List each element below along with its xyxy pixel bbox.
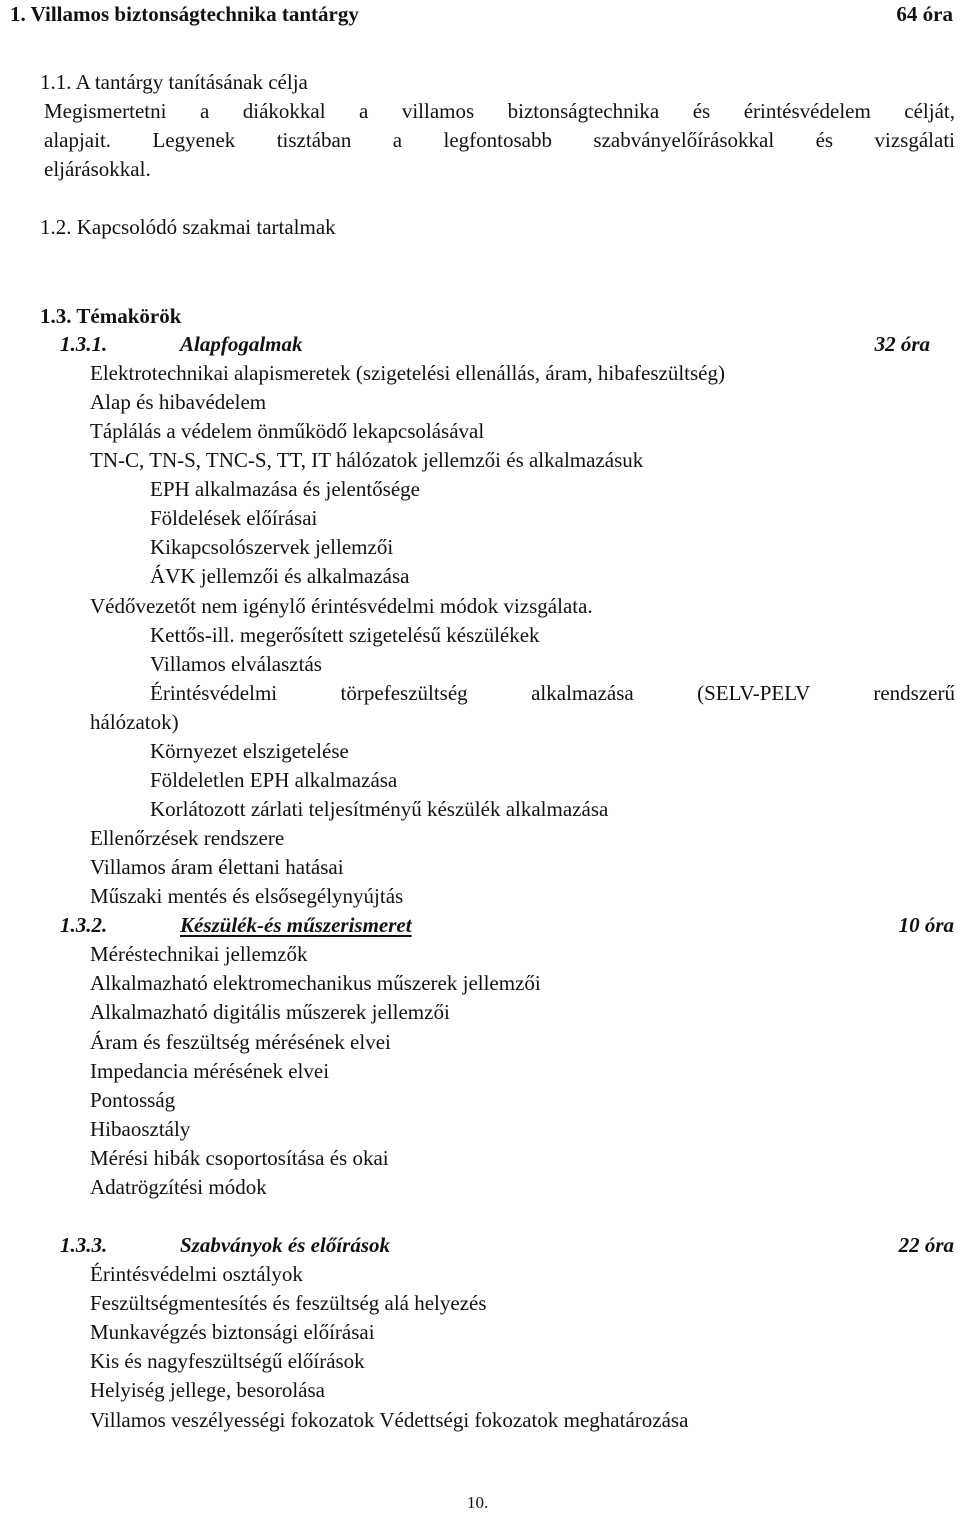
topic-item: Áram és feszültség mérésének elvei bbox=[90, 1030, 391, 1054]
topic-item: Impedancia mérésének elvei bbox=[90, 1059, 330, 1083]
topic-hours: 10 óra bbox=[898, 913, 954, 937]
goal-text-line: eljárásokkal. bbox=[44, 157, 151, 181]
goal-text-line: alapjait. Legyenek tisztában a legfontosabb szabványelőírásokkal és vizsgálati bbox=[44, 128, 955, 152]
topic-hours: 22 óra bbox=[898, 1233, 954, 1257]
page-number: 10. bbox=[467, 1493, 489, 1512]
topic-item: Alap és hibavédelem bbox=[90, 390, 267, 414]
topic-item: Elektrotechnikai alapismeretek (szigetelési ellenállás, áram, hibafeszültség) bbox=[90, 361, 725, 385]
topic-item: EPH alkalmazása és jelentősége bbox=[150, 477, 420, 501]
topic-item: Kikapcsolószervek jellemzői bbox=[150, 535, 394, 559]
topic-item: Alkalmazható elektromechanikus műszerek jellemzői bbox=[90, 971, 541, 995]
topic-title: Készülék-és műszerismeret bbox=[180, 913, 412, 937]
topic-item: Kis és nagyfeszültségű előírások bbox=[90, 1349, 365, 1373]
topic-item: TN-C, TN-S, TNC-S, TT, IT hálózatok jellemzői és alkalmazásuk bbox=[90, 448, 644, 472]
topic-number: 1.3.2. bbox=[60, 913, 108, 937]
goal-heading: 1.1. A tantárgy tanításának célja bbox=[40, 70, 308, 94]
related-heading: 1.2. Kapcsolódó szakmai tartalmak bbox=[40, 215, 336, 239]
topic-item: hálózatok) bbox=[90, 710, 179, 734]
topic-item: Földelések előírásai bbox=[150, 506, 318, 530]
topic-item: ÁVK jellemzői és alkalmazása bbox=[150, 564, 410, 588]
topic-item: Helyiség jellege, besorolása bbox=[90, 1378, 325, 1402]
topic-item: Környezet elszigetelése bbox=[150, 739, 349, 763]
topic-item: Hibaosztály bbox=[90, 1117, 191, 1141]
topic-item: Villamos veszélyességi fokozatok Védettségi fokozatok meghatározása bbox=[90, 1408, 689, 1432]
topic-hours: 32 óra bbox=[874, 332, 930, 356]
topic-item: Adatrögzítési módok bbox=[90, 1175, 267, 1199]
goal-text-line: Megismertetni a diákokkal a villamos biztonságtechnika és érintésvédelem célját, bbox=[44, 99, 955, 123]
topic-item: Érintésvédelmi osztályok bbox=[90, 1262, 303, 1286]
section-hours: 64 óra bbox=[896, 2, 953, 26]
topic-item: Mérési hibák csoportosítása és okai bbox=[90, 1146, 389, 1170]
topics-heading: 1.3. Témakörök bbox=[40, 304, 182, 328]
topic-number: 1.3.1. bbox=[60, 332, 108, 356]
topic-item: Műszaki mentés és elsősegélynyújtás bbox=[90, 884, 404, 908]
topic-title: Szabványok és előírások bbox=[180, 1233, 390, 1257]
topic-item: Védővezetőt nem igénylő érintésvédelmi módok vizsgálata. bbox=[90, 594, 593, 618]
topic-item: Méréstechnikai jellemzők bbox=[90, 942, 308, 966]
topic-item: Kettős-ill. megerősített szigetelésű készülékek bbox=[150, 623, 540, 647]
section-title: 1. Villamos biztonságtechnika tantárgy bbox=[10, 2, 359, 26]
topic-item: Munkavégzés biztonsági előírásai bbox=[90, 1320, 375, 1344]
topic-title: Alapfogalmak bbox=[180, 332, 303, 356]
topic-item: Alkalmazható digitális műszerek jellemzői bbox=[90, 1000, 450, 1024]
topic-item: Táplálás a védelem önműködő lekapcsolásával bbox=[90, 419, 485, 443]
topic-item: Ellenőrzések rendszere bbox=[90, 826, 285, 850]
topic-number: 1.3.3. bbox=[60, 1233, 108, 1257]
topic-item: Korlátozott zárlati teljesítményű készülék alkalmazása bbox=[150, 797, 609, 821]
topic-item: Villamos elválasztás bbox=[150, 652, 322, 676]
topic-item: Érintésvédelmi törpefeszültség alkalmazása (SELV-PELV rendszerű bbox=[150, 681, 955, 705]
topic-item: Földeletlen EPH alkalmazása bbox=[150, 768, 398, 792]
topic-item: Feszültségmentesítés és feszültség alá helyezés bbox=[90, 1291, 487, 1315]
topic-item: Villamos áram élettani hatásai bbox=[90, 855, 344, 879]
topic-item: Pontosság bbox=[90, 1088, 176, 1112]
